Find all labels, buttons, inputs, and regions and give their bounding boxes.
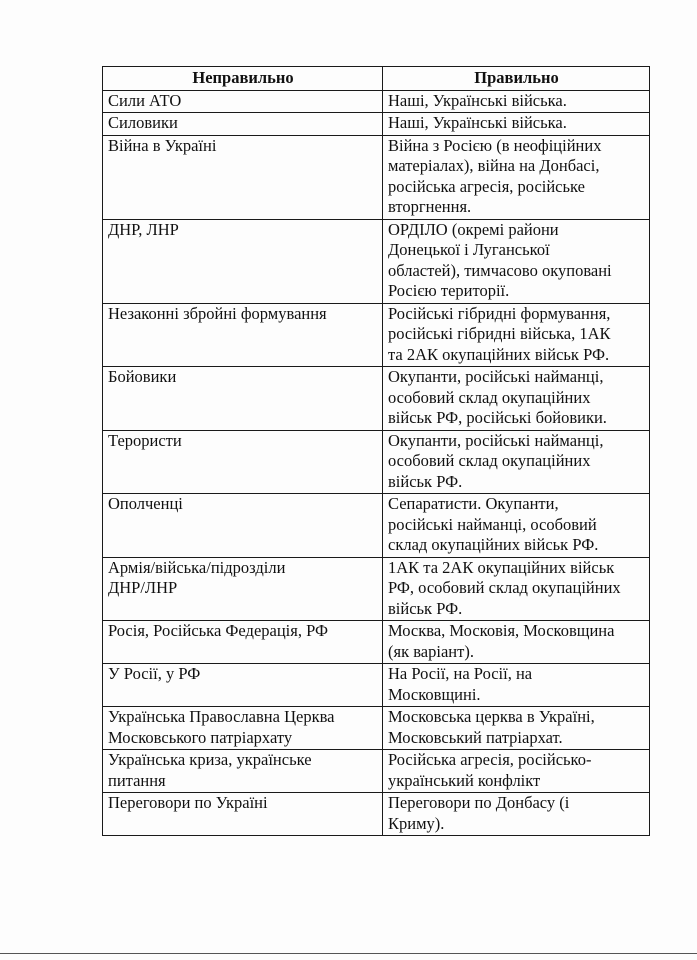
header-right: Правильно — [383, 67, 650, 91]
table-row — [103, 367, 650, 431]
table-row — [103, 664, 650, 707]
table-row — [103, 219, 650, 303]
table-row — [103, 135, 650, 219]
cell-wrong-term: Терористи — [103, 430, 383, 494]
cell-right-term: Окупанти, російські найманці, особовий склад окупаційних військ РФ, російські бойовики. — [383, 367, 650, 431]
terminology-table — [102, 66, 650, 836]
table-body — [103, 90, 650, 836]
cell-wrong-term: Бойовики — [103, 367, 383, 431]
cell-wrong-term: Війна в Україні — [103, 135, 383, 219]
cell-right-term: Наші, Українські війська. — [383, 113, 650, 136]
cell-right-term: Окупанти, російські найманці, особовий склад окупаційних військ РФ. — [383, 430, 650, 494]
cell-wrong-term: У Росії, у РФ — [103, 664, 383, 707]
cell-right-term: 1АК та 2АК окупаційних військ РФ, особовий склад окупаційних військ РФ. — [383, 557, 650, 621]
table-row — [103, 430, 650, 494]
table-row — [103, 621, 650, 664]
cell-wrong-term: Сили АТО — [103, 90, 383, 113]
cell-wrong-term: Українська Православна Церква Московського патріархату — [103, 707, 383, 750]
header-wrong: Неправильно — [103, 67, 383, 91]
cell-right-term: Москва, Московія, Московщина (як варіант). — [383, 621, 650, 664]
cell-wrong-term: Переговори по Україні — [103, 793, 383, 836]
cell-right-term: Московська церква в Україні, Московський патріархат. — [383, 707, 650, 750]
cell-right-term: Війна з Росією (в неофіційних матеріалах), війна на Донбасі, російська агресія, російське вторгнення. — [383, 135, 650, 219]
cell-right-term: Переговори по Донбасу (і Криму). — [383, 793, 650, 836]
cell-wrong-term: Росія, Російська Федерація, РФ — [103, 621, 383, 664]
cell-right-term: Російські гібридні формування, російські гібридні війська, 1АК та 2АК окупаційних військ РФ. — [383, 303, 650, 367]
table-header-row — [103, 67, 650, 91]
table-row — [103, 707, 650, 750]
table-row — [103, 303, 650, 367]
cell-wrong-term: Українська криза, українське питання — [103, 750, 383, 793]
table-row — [103, 494, 650, 558]
cell-wrong-term: Ополченці — [103, 494, 383, 558]
cell-right-term: Російська агресія, російсько- український конфлікт — [383, 750, 650, 793]
table-row — [103, 557, 650, 621]
cell-wrong-term: Армія/війська/підрозділи ДНР/ЛНР — [103, 557, 383, 621]
cell-right-term: Сепаратисти. Окупанти, російські найманці, особовий склад окупаційних військ РФ. — [383, 494, 650, 558]
cell-right-term: ОРДІЛО (окремі райони Донецької і Луганської областей), тимчасово окуповані Росією території. — [383, 219, 650, 303]
cell-wrong-term: Незаконні збройні формування — [103, 303, 383, 367]
cell-wrong-term: Силовики — [103, 113, 383, 136]
cell-right-term: Наші, Українські війська. — [383, 90, 650, 113]
table-row — [103, 750, 650, 793]
cell-right-term: На Росії, на Росії, на Московщині. — [383, 664, 650, 707]
table-row — [103, 793, 650, 836]
table-row — [103, 90, 650, 113]
table-row — [103, 113, 650, 136]
cell-wrong-term: ДНР, ЛНР — [103, 219, 383, 303]
page-bottom-divider — [0, 953, 697, 954]
